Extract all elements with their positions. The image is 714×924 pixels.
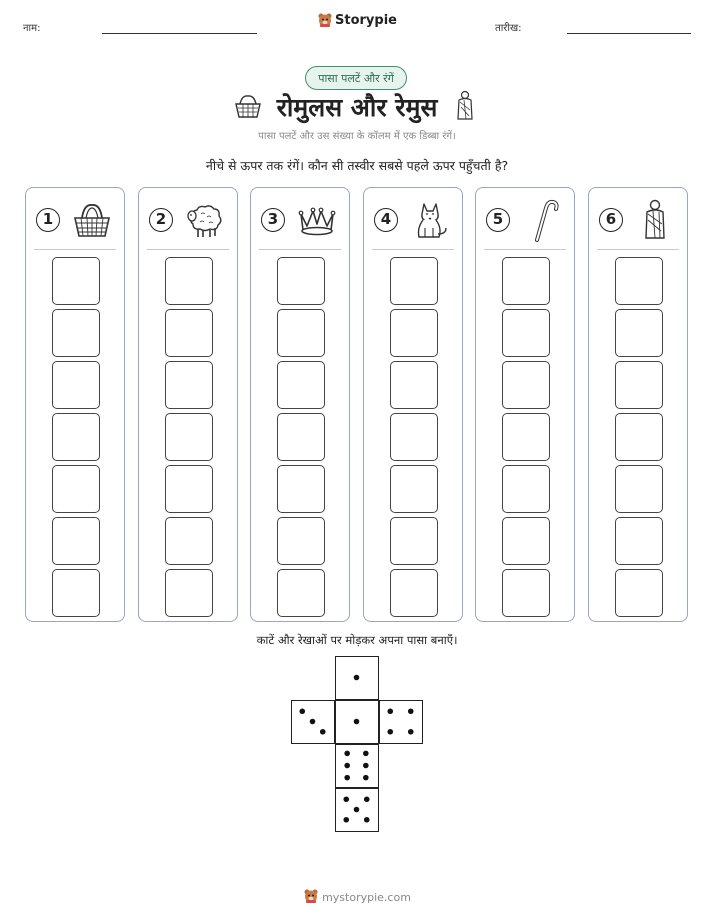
column-6 <box>588 187 688 622</box>
name-label: नाम: <box>23 23 41 34</box>
color-box[interactable] <box>165 413 213 461</box>
toga-statue-icon <box>633 198 677 242</box>
color-box[interactable] <box>165 465 213 513</box>
color-box[interactable] <box>615 465 663 513</box>
column-number: 5 <box>486 208 510 232</box>
column-divider <box>597 249 679 250</box>
die-pip <box>363 763 369 769</box>
color-box[interactable] <box>277 309 325 357</box>
color-box[interactable] <box>615 569 663 617</box>
page-title: रोमुलस और रेमुस <box>276 93 438 122</box>
color-box[interactable] <box>277 413 325 461</box>
color-box[interactable] <box>165 309 213 357</box>
toga-statue-icon <box>454 90 476 122</box>
color-box[interactable] <box>502 413 550 461</box>
column-2 <box>138 187 238 622</box>
column-5 <box>475 187 575 622</box>
column-number: 6 <box>599 208 623 232</box>
column-4 <box>363 187 463 622</box>
die-pip <box>387 729 393 735</box>
column-3 <box>250 187 350 622</box>
die-pips <box>380 701 421 742</box>
color-box[interactable] <box>165 569 213 617</box>
die-face-lower <box>335 744 379 788</box>
die-pip <box>364 817 370 823</box>
die-pip <box>387 708 393 714</box>
column-number: 1 <box>36 208 60 232</box>
die-pip <box>354 807 360 813</box>
name-line[interactable] <box>102 33 257 34</box>
color-box[interactable] <box>390 517 438 565</box>
color-box[interactable] <box>390 257 438 305</box>
die-pip <box>364 796 370 802</box>
color-box[interactable] <box>615 361 663 409</box>
die-pips <box>336 657 377 698</box>
basket-icon <box>70 198 114 242</box>
date-line[interactable] <box>567 33 691 34</box>
sheep-icon <box>183 198 227 242</box>
column-1 <box>25 187 125 622</box>
die-pip <box>343 796 349 802</box>
bear-mascot-icon <box>317 12 333 28</box>
color-box[interactable] <box>615 257 663 305</box>
activity-badge: पासा पलटें और रंगें <box>305 66 407 90</box>
die-pip <box>344 775 350 781</box>
wolf-icon <box>408 198 452 242</box>
die-pip <box>408 729 414 735</box>
die-pip <box>363 775 369 781</box>
die-pips <box>336 745 377 786</box>
coloring-instruction: नीचे से ऊपर तक रंगें। कौन सी तस्वीर सबसे पहले ऊपर पहुँचती है? <box>205 158 509 173</box>
color-box[interactable] <box>390 569 438 617</box>
die-face-right <box>379 700 423 744</box>
color-box[interactable] <box>165 517 213 565</box>
die-pip <box>299 708 305 714</box>
die-face-center <box>335 700 379 744</box>
bear-mascot-icon <box>303 888 319 904</box>
color-box[interactable] <box>52 413 100 461</box>
footer-link[interactable]: mystorypie.com <box>322 891 411 904</box>
die-pip <box>354 719 360 725</box>
color-box[interactable] <box>615 413 663 461</box>
column-divider <box>372 249 454 250</box>
die-pips <box>336 701 377 742</box>
die-pip <box>344 763 350 769</box>
die-pip <box>344 751 350 757</box>
brand-logo <box>0 12 714 28</box>
column-number: 2 <box>149 208 173 232</box>
color-box[interactable] <box>277 257 325 305</box>
color-box[interactable] <box>277 569 325 617</box>
color-box[interactable] <box>277 517 325 565</box>
color-box[interactable] <box>52 465 100 513</box>
color-box[interactable] <box>165 361 213 409</box>
color-box[interactable] <box>390 413 438 461</box>
die-pip <box>408 708 414 714</box>
color-box[interactable] <box>502 465 550 513</box>
die-pips <box>336 789 377 830</box>
die-pip <box>354 675 360 681</box>
die-pip <box>343 817 349 823</box>
page-subtitle: पासा पलटें और उस संख्या के कॉलम में एक डिब्बा रंगें। <box>258 131 456 142</box>
color-box[interactable] <box>52 257 100 305</box>
color-box[interactable] <box>165 257 213 305</box>
color-box[interactable] <box>502 569 550 617</box>
die-pip <box>320 729 326 735</box>
color-box[interactable] <box>502 309 550 357</box>
column-number: 4 <box>374 208 398 232</box>
color-box[interactable] <box>502 361 550 409</box>
color-box[interactable] <box>502 517 550 565</box>
footer <box>0 888 714 904</box>
dice-instruction: काटें और रेखाओं पर मोड़कर अपना पासा बनाएँ। <box>256 633 458 647</box>
color-box[interactable] <box>390 465 438 513</box>
die-face-bottom <box>335 788 379 832</box>
shepherd-crook-icon <box>520 198 564 242</box>
column-number: 3 <box>261 208 285 232</box>
die-pip <box>310 719 316 725</box>
color-box[interactable] <box>615 517 663 565</box>
color-box[interactable] <box>390 309 438 357</box>
crown-icon <box>295 198 339 242</box>
column-divider <box>484 249 566 250</box>
die-face-top <box>335 656 379 700</box>
color-box[interactable] <box>52 361 100 409</box>
column-divider <box>34 249 116 250</box>
brand-name: Storypie <box>335 13 397 28</box>
color-box[interactable] <box>277 465 325 513</box>
color-box[interactable] <box>52 517 100 565</box>
color-box[interactable] <box>52 569 100 617</box>
color-box[interactable] <box>277 361 325 409</box>
die-pip <box>363 751 369 757</box>
column-divider <box>259 249 341 250</box>
die-face-left <box>291 700 335 744</box>
color-box[interactable] <box>615 309 663 357</box>
color-box[interactable] <box>52 309 100 357</box>
color-box[interactable] <box>502 257 550 305</box>
die-pips <box>292 701 333 742</box>
color-box[interactable] <box>390 361 438 409</box>
date-label: तारीख: <box>495 23 522 34</box>
column-divider <box>147 249 229 250</box>
